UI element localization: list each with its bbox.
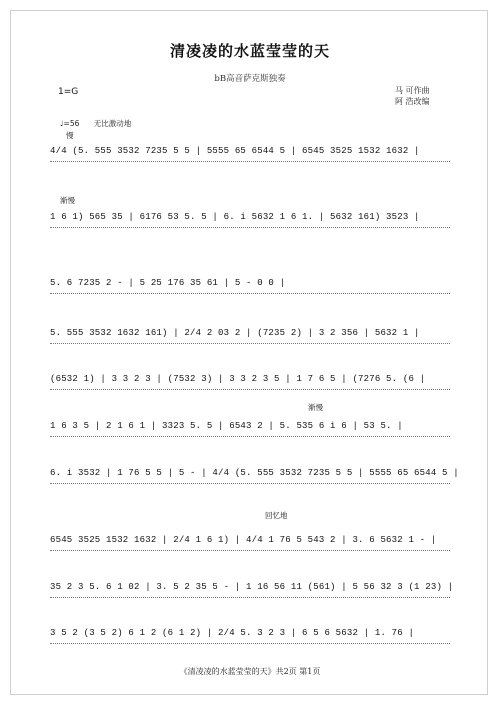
beam-line	[50, 549, 450, 551]
staff-row-6	[50, 415, 450, 441]
notation-line: 4/4 (5. 555 3532 7235 5 5 | 5555 65 6544 5 | 6545 3525 1532 1632 |	[50, 146, 420, 156]
notation-line: 6545 3525 1532 1632 | 2/4 1 6 1) | 4/4 1 76 5 543 2 | 3. 6 5632 1 - |	[50, 535, 437, 545]
key-signature: 1=G	[58, 87, 79, 97]
beam-line	[50, 342, 450, 344]
staff-row-7	[50, 462, 459, 488]
tempo-marking	[60, 118, 131, 129]
staff-row-10	[50, 622, 450, 648]
beam-line	[50, 292, 450, 294]
notation-line: 5. 555 3532 1632 161) | 2/4 2 03 2 | (7235 2) | 3 2 356 | 5632 1 |	[50, 328, 420, 338]
arranger-credit: 阿 浩改编	[395, 97, 430, 106]
notation-line: 1 6 3 5 | 2 1 6 1 | 3323 5. 5 | 6543 2 | 5. 535 6 i 6 | 53 5. |	[50, 421, 403, 431]
beam-line	[50, 596, 450, 598]
notation-line: 1 6 1) 565 35 | 6176 53 5. 5 | 6. i 5632 1 6 1. | 5632 161) 3523 |	[50, 212, 420, 222]
composer-credit: 马 可作曲	[395, 86, 430, 95]
credits	[395, 85, 430, 107]
beam-line	[50, 388, 450, 390]
beam-line	[50, 226, 450, 228]
staff-row-1	[50, 140, 450, 166]
notation-line: 6. i 3532 | 1 76 5 5 | 5 - | 4/4 (5. 555 3532 7235 5 5 | 5555 65 6544 5 |	[50, 468, 459, 478]
tempo-value: ♩=56	[60, 119, 80, 128]
expression-mark: 无比激动地	[93, 119, 132, 128]
recall-mark: 回忆地	[265, 511, 288, 520]
beam-line	[50, 642, 450, 644]
tempo-ritardando-mark-2: 渐慢	[308, 403, 323, 412]
tempo-slow-mark: 慢	[66, 131, 74, 140]
staff-row-4	[50, 322, 450, 348]
beam-line	[50, 482, 450, 484]
staff-row-3	[50, 272, 450, 298]
staff-row-9	[50, 576, 454, 602]
staff-row-2	[50, 206, 450, 232]
tempo-ritardando-mark: 渐慢	[60, 196, 75, 205]
score-subtitle: bB高音萨克斯独奏	[214, 74, 286, 84]
score-title: 清凌凌的水蓝莹莹的天	[169, 42, 330, 60]
staff-row-5	[50, 368, 450, 394]
notation-line: (6532 1) | 3 3 2 3 | (7532 3) | 3 3 2 3 5 | 1 7 6 5 | (7276 5. (6 |	[50, 374, 426, 384]
notation-line: 3 5 2 (3 5 2) 6 1 2 (6 1 2) | 2/4 5. 3 2 3 | 6 5 6 5632 | 1. 76 |	[50, 628, 415, 638]
notation-line: 5. 6 7235 2 - | 5 25 176 35 61 | 5 - 0 0 |	[50, 278, 286, 288]
page-footer: 《清凌凌的水蓝莹莹的天》共2页 第1页	[179, 667, 321, 676]
beam-line	[50, 435, 450, 437]
beam-line	[50, 160, 450, 162]
staff-row-8	[50, 529, 450, 555]
notation-line: 35 2 3 5. 6 1 02 | 3. 5 2 35 5 - | 1 16 56 11 (561) | 5 56 32 3 (1 23) |	[50, 582, 454, 592]
